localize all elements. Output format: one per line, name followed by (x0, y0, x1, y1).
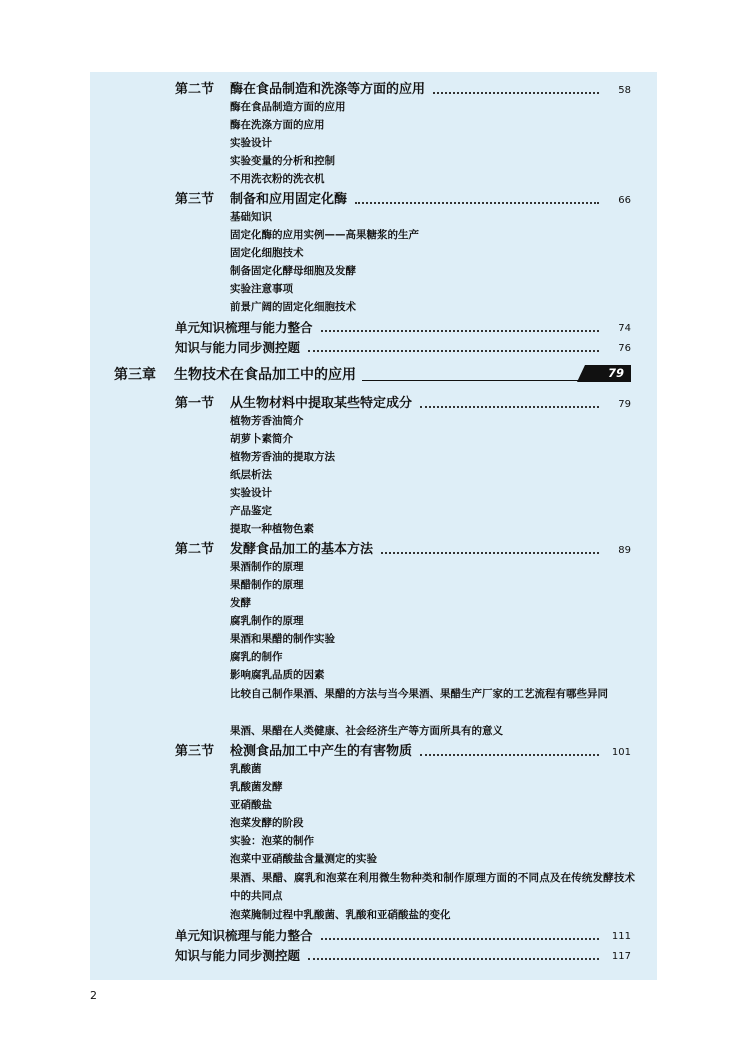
dot-leader (433, 92, 599, 94)
section-title: 发酵食品加工的基本方法 (230, 542, 374, 557)
toc-section[interactable] (175, 394, 631, 412)
section-page: 79 (618, 399, 631, 410)
toc-item[interactable]: 泡菜腌制过程中乳酸菌、乳酸和亚硝酸盐的变化 (230, 909, 451, 921)
unit-test-title: 知识与能力同步测控题 (175, 340, 301, 355)
toc-item[interactable]: 果酒制作的原理 (230, 561, 304, 573)
toc-item[interactable]: 酶在洗涤方面的应用 (230, 119, 325, 131)
toc-item[interactable]: 腐乳的制作 (230, 651, 283, 663)
toc-section[interactable] (175, 742, 631, 760)
section-title: 酶在食品制造和洗涤等方面的应用 (230, 82, 426, 97)
section-page: 58 (618, 85, 631, 96)
chapter-title: 生物技术在食品加工中的应用 (174, 367, 356, 383)
unit-review-page: 111 (611, 931, 631, 942)
toc-item[interactable]: 产品鉴定 (230, 505, 272, 517)
toc-item[interactable]: 基础知识 (230, 211, 272, 223)
toc-item[interactable]: 果酒、果醋在人类健康、社会经济生产等方面所具有的意义 (230, 725, 503, 737)
toc-item[interactable]: 果酒和果醋的制作实验 (230, 633, 335, 645)
toc-item[interactable]: 前景广阔的固定化细胞技术 (230, 301, 356, 313)
toc-item[interactable]: 提取一种植物色素 (230, 523, 314, 535)
toc-item[interactable]: 实验：泡菜的制作 (230, 835, 314, 847)
dot-leader (308, 350, 599, 352)
unit-test-page: 76 (618, 343, 631, 354)
toc-item[interactable]: 腐乳制作的原理 (230, 615, 304, 627)
unit-review-page: 74 (618, 323, 631, 334)
toc-item[interactable]: 固定化细胞技术 (230, 247, 304, 259)
toc-item[interactable]: 乳酸菌 (230, 763, 262, 775)
section-page: 66 (618, 195, 631, 206)
toc-item[interactable]: 实验设计 (230, 137, 272, 149)
section-number: 第三节 (175, 192, 215, 207)
unit-review-title: 单元知识梳理与能力整合 (175, 928, 313, 943)
toc-item[interactable]: 比较自己制作果酒、果醋的方法与当今果酒、果醋生产厂家的工艺流程有哪些异同 (230, 688, 608, 700)
unit-review-title: 单元知识梳理与能力整合 (175, 320, 313, 335)
toc-item[interactable]: 实验变量的分析和控制 (230, 155, 335, 167)
page-number: 2 (90, 989, 97, 1002)
toc-item[interactable]: 固定化酶的应用实例——高果糖浆的生产 (230, 229, 419, 241)
unit-test-title: 知识与能力同步测控题 (175, 948, 301, 963)
dot-leader (321, 330, 599, 332)
dot-leader (321, 938, 599, 940)
toc-panel (90, 72, 657, 980)
section-number: 第一节 (175, 396, 215, 411)
chapter-page: 79 (607, 366, 624, 380)
toc-item[interactable]: 泡菜发酵的阶段 (230, 817, 304, 829)
dot-leader (420, 406, 599, 408)
toc-item[interactable]: 果醋制作的原理 (230, 579, 304, 591)
toc-item[interactable]: 实验设计 (230, 487, 272, 499)
unit-review-entry[interactable] (175, 926, 631, 944)
toc-item[interactable]: 影响腐乳品质的因素 (230, 669, 325, 681)
toc-section[interactable] (175, 80, 631, 98)
section-title: 检测食品加工中产生的有害物质 (230, 744, 413, 759)
chapter-page-badge (577, 365, 631, 382)
toc-item[interactable]: 乳酸菌发酵 (230, 781, 283, 793)
dot-leader (381, 552, 599, 554)
toc-item[interactable]: 制备固定化酵母细胞及发酵 (230, 265, 356, 277)
toc-item[interactable]: 亚硝酸盐 (230, 799, 272, 811)
section-page: 89 (618, 545, 631, 556)
section-title: 从生物材料中提取某些特定成分 (230, 396, 413, 411)
unit-test-entry[interactable] (175, 338, 631, 356)
section-title: 制备和应用固定化酶 (230, 192, 348, 207)
section-number: 第二节 (175, 82, 215, 97)
dot-leader (355, 202, 599, 204)
toc-item[interactable]: 不用洗衣粉的洗衣机 (230, 173, 325, 185)
toc-item[interactable]: 泡菜中亚硝酸盐含量测定的实验 (230, 853, 377, 865)
dot-leader (420, 754, 599, 756)
chapter-heading[interactable] (114, 364, 631, 384)
dot-leader (308, 958, 599, 960)
toc-section[interactable] (175, 190, 631, 208)
toc-item[interactable]: 果酒、果醋、腐乳和泡菜在利用微生物种类和制作原理方面的不同点及在传统发酵技术中的共同点 (230, 872, 635, 902)
toc-item[interactable]: 发酵 (230, 597, 251, 609)
section-number: 第二节 (175, 542, 215, 557)
toc-item[interactable]: 纸层析法 (230, 469, 272, 481)
section-page: 101 (611, 747, 631, 758)
toc-item[interactable]: 实验注意事项 (230, 283, 293, 295)
unit-test-page: 117 (611, 951, 631, 962)
toc-item[interactable]: 酶在食品制造方面的应用 (230, 101, 346, 113)
toc-item[interactable]: 植物芳香油的提取方法 (230, 451, 335, 463)
toc-item[interactable]: 胡萝卜素简介 (230, 433, 293, 445)
toc-section[interactable] (175, 540, 631, 558)
section-number: 第三节 (175, 744, 215, 759)
toc-item[interactable]: 植物芳香油简介 (230, 415, 304, 427)
unit-review-entry[interactable] (175, 318, 631, 336)
unit-test-entry[interactable] (175, 946, 631, 964)
chapter-number: 第三章 (114, 367, 156, 383)
